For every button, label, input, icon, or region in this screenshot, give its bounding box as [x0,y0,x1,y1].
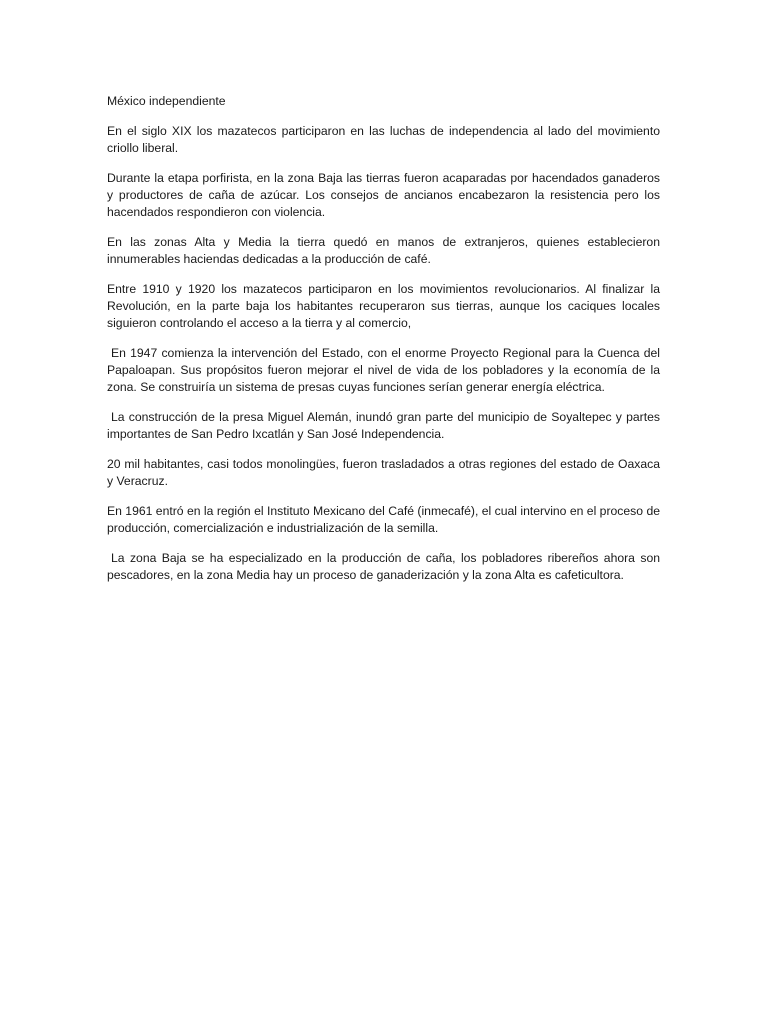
paragraph-independencia: En el siglo XIX los mazatecos participaron en las luchas de independencia al lado del movimiento criollo liberal. [107,124,660,155]
document-body [107,93,660,597]
paragraph-presa-miguel-aleman: La construcción de la presa Miguel Alemán, inundó gran parte del municipio de Soyaltepec y partes importantes de San Pedro Ixcatlán y San José Independencia. [107,410,660,441]
paragraph-traslado-habitantes: 20 mil habitantes, casi todos monolingües, fueron trasladados a otras regiones del estado de Oaxaca y Veracruz. [107,457,660,488]
paragraph-inmecafe: En 1961 entró en la región el Instituto Mexicano del Café (inmecafé), el cual intervino en el proceso de producción, comercialización e industrialización de la semilla. [107,504,660,535]
paragraph-revolucion: Entre 1910 y 1920 los mazatecos participaron en los movimientos revolucionarios. Al finalizar la Revolución, en la parte baja los habitantes recuperaron sus tierras, aunque los caciques locales siguieron controlando el acceso a la tierra y al comercio, [107,282,660,330]
paragraph-intervencion-estado: En 1947 comienza la intervención del Estado, con el enorme Proyecto Regional para la Cuenca del Papaloapan. Sus propósitos fueron mejorar el nivel de vida de los pobladores y la economía de la zona. Se construiría un sistema de presas cuyas funciones serían generar energía eléctrica. [107,346,660,394]
paragraph-porfiriato: Durante la etapa porfirista, en la zona Baja las tierras fueron acaparadas por hacendados ganaderos y productores de caña de azúcar. Los consejos de ancianos encabezaron la resistencia pero los hacendados respondieron con violencia. [107,171,660,219]
document-title: México independiente [107,94,226,108]
paragraph-zona-baja-actual: La zona Baja se ha especializado en la producción de caña, los pobladores ribereños ahora son pescadores, en la zona Media hay un proceso de ganaderización y la zona Alta es cafeticultora. [107,551,660,582]
paragraph-zonas-alta-media: En las zonas Alta y Media la tierra quedó en manos de extranjeros, quienes establecieron innumerables haciendas dedicadas a la producción de café. [107,235,660,266]
